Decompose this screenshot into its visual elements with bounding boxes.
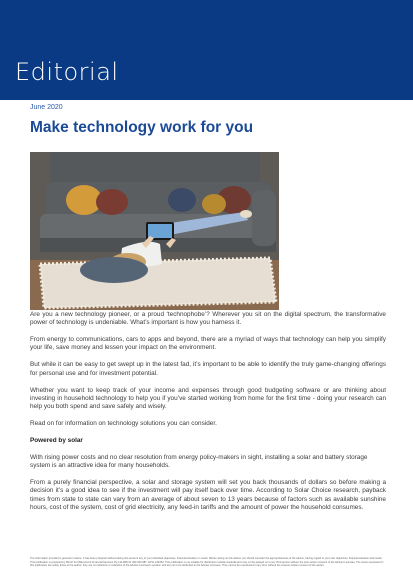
article-date: June 2020 xyxy=(30,104,63,111)
article-photo xyxy=(30,152,279,310)
living-room-tablet-photo-icon xyxy=(30,152,279,310)
article-headline: Make technology work for you xyxy=(30,119,254,136)
article-body xyxy=(30,311,386,521)
banner-title: Editorial xyxy=(15,58,119,86)
body-paragraph: Read on for information on technology solutions you can consider. xyxy=(30,420,217,428)
disclaimer-footnote: The information provided is general in nature. It has been prepared without taking into account any of your individual objectives, financial situation or needs. Before acting on this advice you should consider the appropriateness of the advice, having regard to your own objectives, financial situation and needs. This publication is prepared by MLCP for Millennium3 Financial Services Pty Ltd ABN 61 094 529 987, AFSL 244252. This publication is not suitable for distribution outside Australia and may not be passed on to any third person without the prior written consent of the Adviser Licensee. The views expressed in this publication are solely those of the author; they are not reflective or indicative of the Adviser Licensee's position and are not to be attributed to the Adviser Licensee. They cannot be reproduced in any form without the express written consent of the author. xyxy=(30,557,384,567)
body-paragraph: Are you a new technology pioneer, or a proud ‘technophobe’? Wherever you sit on the digital spectrum, the transformative power of technology is undeniable. What’s important is how you harness it. xyxy=(30,311,386,327)
body-paragraph: But while it can be easy to get swept up in the latest fad, it’s important to be able to identify the truly game-changing offerings for personal use and for investment potential. xyxy=(30,361,386,377)
body-paragraph: From energy to communications, cars to apps and beyond, there are a myriad of ways that technology can help you simplify your life, save money and lessen your impact on the environment. xyxy=(30,336,386,352)
section-subheading: Powered by solar xyxy=(30,436,83,444)
body-paragraph: From a purely financial perspective, a solar and storage system will set you back thousands of dollars so before making a decision it’s a good idea to see if the investment will pay itself back over time. According to Solar Choice research, payback times from state to state can vary from an average of about seven to 13 years because of factors such as available sunshine hours, cost of the system, cost of grid electricity, any feed-in tariffs and the amount of power the household consumes. xyxy=(30,479,386,511)
body-paragraph: With rising power costs and no clear resolution from energy policy-makers in sight, installing a solar and battery storage system is an attractive idea for many households. xyxy=(30,453,368,470)
header-banner xyxy=(0,0,413,100)
body-paragraph: Whether you want to keep track of your income and expenses through good budgeting software or are thinking about investing in household technology to help you if you’ve started working from home for the first time - doing your research can help you both spend and save safely and wisely. xyxy=(30,386,386,411)
